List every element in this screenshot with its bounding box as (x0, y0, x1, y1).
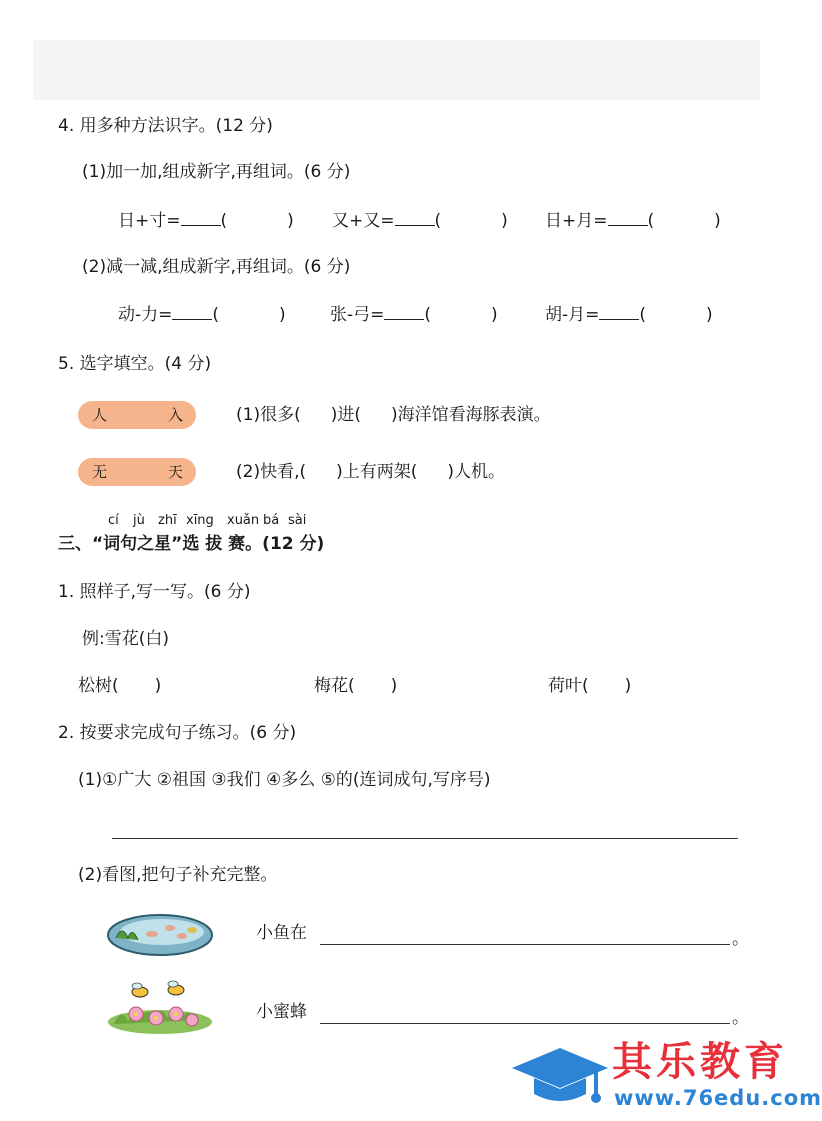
brand-url[interactable]: www.76edu.com (614, 1086, 822, 1110)
q4-p2-item: 胡-月= ( ) (545, 301, 713, 327)
q4-p2-item: 张-弓= ( ) (330, 301, 498, 327)
equation: 胡-月= (545, 305, 600, 325)
brand-logo (510, 1039, 822, 1116)
pinyin: xīng (186, 513, 214, 528)
char-choice-chip (78, 401, 196, 429)
s3q2-title: 2. 按要求完成句子练习。(6 分) (58, 723, 297, 743)
pinyin: bá (263, 513, 280, 528)
q4-p1-item: 日+寸= ( ) (118, 207, 294, 233)
q4-p2-item: 动-力= ( ) (118, 301, 286, 327)
answer-blank[interactable] (599, 301, 639, 320)
fish-pond-image (104, 908, 214, 958)
char-choice-chip (78, 458, 196, 486)
header-band (33, 40, 760, 100)
section3-title: 三、“词句之星”选 拔 赛。(12 分) (58, 534, 325, 554)
bees-flowers-image (104, 978, 216, 1036)
char-option[interactable]: 天 (168, 463, 184, 481)
answer-line[interactable] (320, 944, 730, 945)
brand-name: 其乐教育 (612, 1039, 788, 1085)
equation: 日+寸= (118, 211, 181, 231)
period: 。 (732, 1008, 749, 1028)
bee-sentence-prompt: 小蜜蜂 (256, 1002, 307, 1022)
answer-blank[interactable] (172, 301, 212, 320)
pinyin: cí (108, 513, 119, 528)
q4-p1-item: 日+月= ( ) (545, 207, 721, 233)
equation: 日+月= (545, 211, 608, 231)
q4-part1-instruction: (1)加一加,组成新字,再组词。(6 分) (82, 162, 351, 182)
equation: 张-弓= (330, 305, 385, 325)
answer-blank[interactable] (608, 207, 648, 226)
s3q1-example: 例:雪花(白) (82, 629, 169, 649)
pinyin: sài (288, 513, 307, 528)
answer-line[interactable] (112, 838, 738, 839)
s3q2-part1: (1)①广大 ②祖国 ③我们 ④多么 ⑤的(连词成句,写序号) (78, 770, 491, 790)
s3q1-item: 梅花( ) (314, 676, 398, 696)
char-option[interactable]: 入 (168, 406, 184, 424)
answer-line[interactable] (320, 1023, 730, 1024)
equation: 动-力= (118, 305, 173, 325)
q4-p1-item: 又+又= ( ) (332, 207, 508, 233)
q5-sentence-1: (1)很多( )进( )海洋馆看海豚表演。 (236, 405, 551, 425)
answer-blank[interactable] (181, 207, 221, 226)
pinyin: zhī (158, 513, 177, 528)
q5-title: 5. 选字填空。(4 分) (58, 354, 212, 374)
s3q1-title: 1. 照样子,写一写。(6 分) (58, 582, 251, 602)
answer-blank[interactable] (384, 301, 424, 320)
pinyin: jù (133, 513, 145, 528)
char-option[interactable]: 人 (92, 406, 108, 424)
q5-sentence-2: (2)快看,( )上有两架( )人机。 (236, 462, 506, 482)
q4-title: 4. 用多种方法识字。(12 分) (58, 116, 273, 136)
graduation-cap-icon (510, 1044, 610, 1110)
s3q2-part2: (2)看图,把句子补充完整。 (78, 865, 278, 885)
fish-sentence-prompt: 小鱼在 (256, 923, 307, 943)
period: 。 (732, 929, 749, 949)
equation: 又+又= (332, 211, 395, 231)
pinyin: xuǎn (227, 513, 260, 528)
q4-part2-instruction: (2)减一减,组成新字,再组词。(6 分) (82, 257, 351, 277)
s3q1-item: 荷叶( ) (548, 676, 632, 696)
answer-blank[interactable] (395, 207, 435, 226)
char-option[interactable]: 无 (92, 463, 108, 481)
s3q1-item: 松树( ) (78, 676, 162, 696)
